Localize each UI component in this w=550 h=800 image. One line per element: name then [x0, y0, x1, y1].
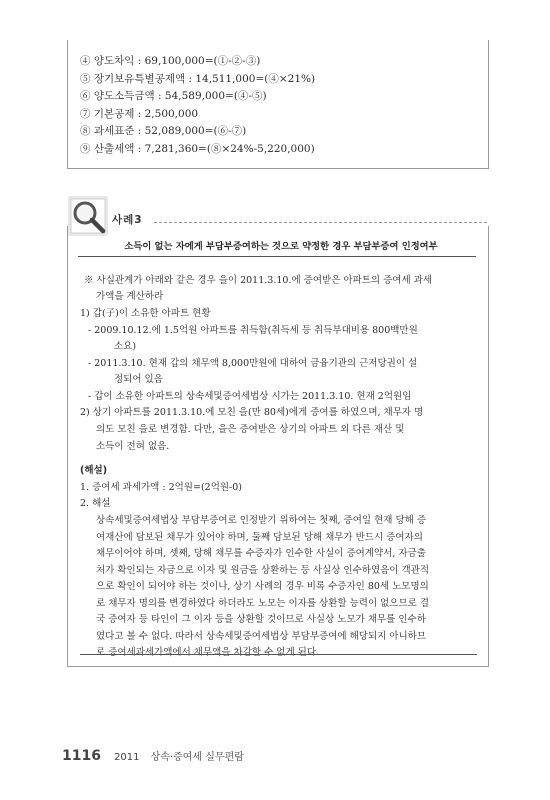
- text-line: 여재산에 담보된 채무가 있어야 하며, 둘째 담보된 당해 채무가 반드시 증여자의: [96, 532, 423, 543]
- calc-item: ⑥ 양도소득금액 : 54,589,000=(④-⑤): [80, 90, 267, 103]
- text-line: 국 증여자 등 타인이 그 이자 등을 상환할 것이므로 사실상 노모가 채무를 인수하: [96, 614, 426, 625]
- calc-item: ⑦ 기본공제 : 2,500,000: [80, 107, 199, 120]
- footer-year: 2011: [114, 752, 140, 763]
- text-line: 였다고 볼 수 없다. 따라서 상속세및증여세법상 부담부증여에 해당되지 아니하므: [96, 631, 427, 642]
- footer-book-title: 상속·증여세 실무편람: [150, 752, 244, 763]
- text-line: 상속세및증여세법상 부담부증여로 인정받기 위하여는 첫째, 증여일 현재 당해 증: [96, 515, 427, 526]
- text-line: - 갑이 소유한 아파트의 상속세및증여세법상 시가는 2011.3.10. 현재 2억원임: [88, 391, 412, 402]
- text-line: 의도 모친 을로 변경함. 다만, 을은 증여받은 상기의 아파트 외 다른 재산 및: [96, 424, 405, 435]
- calc-item: ④ 양도차익 : 69,100,000=(①-②-③): [80, 55, 261, 67]
- text-line: 정되어 있음: [114, 374, 163, 385]
- text-line: 소요): [114, 341, 137, 352]
- text-line: 처가 확인되는 자금으로 이자 및 원금을 상환하는 등 사실상 인수하였음이 객관적: [96, 565, 430, 576]
- explanation-heading: (해설): [80, 465, 108, 476]
- calc-item: ⑧ 과세표준 : 52,089,000=(⑥-⑦): [80, 125, 247, 138]
- case-bottom-rule: [80, 654, 477, 655]
- calculation-list: [80, 53, 315, 159]
- text-line: - 2011.3.10. 현재 갑의 채무액 8,000만원에 대하여 금융기관의 근저당권이 설: [88, 358, 418, 369]
- title-underline: [78, 256, 476, 257]
- case-title: 소득이 없는 자에게 부담부증여하는 것으로 약정한 경우 부담부증여 인정여부: [124, 241, 438, 252]
- text-line: - 2009.10.12.에 1.5억원 아파트를 취득함(취득세 등 취득부대비용 800백만원: [88, 325, 418, 336]
- calc-item: ⑨ 산출세액 : 7,281,360=(⑧×24%-5,220,000): [80, 142, 315, 155]
- text-line: 1. 증여세 과세가액 : 2억원=(2억원-0): [80, 482, 243, 493]
- text-line: 1) 갑(子)이 소유한 아파트 현황: [80, 308, 211, 319]
- text-line: 2) 상기 아파트를 2011.3.10.에 모친 을(만 80세)에게 증여를 하였으며, 채무자 명: [80, 407, 424, 418]
- text-line: 가액을 계산하라: [96, 291, 164, 302]
- case-label: 사례3: [112, 214, 143, 226]
- text-line: 으로 확인이 되어야 하는 것이나, 상기 사례의 경우 비록 수증자인 80세 노모명의: [96, 581, 429, 592]
- case-header-rule: [154, 222, 487, 223]
- text-line: 로 증여세과세가액에서 채무액을 차감할 수 없게 된다.: [96, 647, 320, 658]
- calc-item: ⑤ 장기보유특별공제액 : 14,511,000=(④×21%): [80, 72, 316, 85]
- page-number: 1116: [62, 748, 101, 764]
- text-line: 로 채무자 명의를 변경하였다 하더라도 노모는 이자를 상환할 능력이 없으므로 결: [96, 598, 430, 609]
- text-line: 채무이어야 하며, 셋째, 당해 채무를 수증자가 인수한 사실이 증여계약서, 자금출: [96, 548, 426, 559]
- text-line: 소득이 전혀 없음.: [96, 441, 170, 452]
- text-line: ※ 사실관계가 아래와 같은 경우 을이 2011.3.10.에 증여받은 아파트의 증여세 과세: [84, 275, 433, 286]
- page-footer: [62, 745, 244, 764]
- text-line: 2. 해설: [80, 498, 111, 509]
